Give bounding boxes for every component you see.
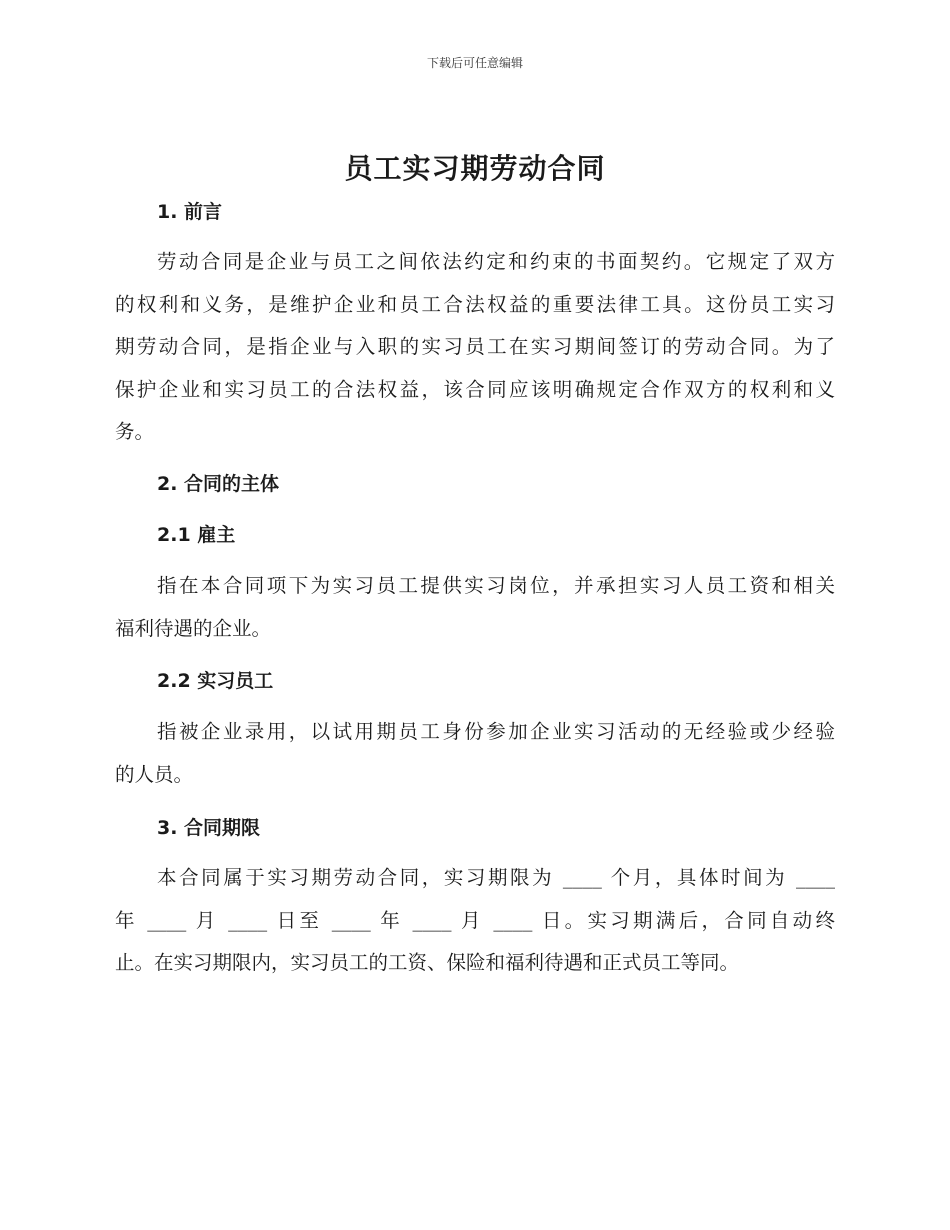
document-title: 员工实习期劳动合同 [344,152,606,185]
page-header: 下载后可任意编辑 [426,56,523,70]
text-line: 指被企业录用，以试用期员工身份参加企业实习活动的无经验或少经验 [157,720,835,743]
text-line: 的权利和义务，是维护企业和员工合法权益的重要法律工具。这份员工实习 [115,292,835,316]
text-line: 福利待遇的企业。 [115,616,272,640]
section-heading-contract-parties: 2. 合同的主体 [157,473,280,495]
text-line: 本合同属于实习期劳动合同，实习期限为 ____ 个月，具体时间为 ____ [157,866,835,889]
text-line: 务。 [115,420,155,443]
section-heading-contract-term: 3. 合同期限 [157,817,261,839]
paragraph-employer [115,565,835,650]
text-line: 保护企业和实习员工的合法权益，该合同应该明确规定合作双方的权利和义 [115,377,835,401]
text-line: 指在本合同项下为实习员工提供实习岗位，并承担实习人员工资和相关 [157,574,835,597]
paragraph-preface [115,241,835,454]
section-heading-preface: 1. 前言 [157,201,223,223]
text-line: 止。在实习期限内，实习员工的工资、保险和福利待遇和正式员工等同。 [115,951,740,974]
text-line: 的人员。 [115,762,194,786]
paragraph-contract-term [115,857,835,985]
text-line: 年 ____ 月 ____ 日至 ____ 年 ____ 月 ____ 日。实习期满后，合同自动终 [115,908,835,932]
paragraph-intern [115,711,835,796]
section-heading-intern: 2.2 实习员工 [157,670,274,692]
text-line: 劳动合同是企业与员工之间依法约定和约束的书面契约。它规定了双方 [157,250,835,273]
text-line: 期劳动合同，是指企业与入职的实习员工在实习期间签订的劳动合同。为了 [115,335,835,358]
section-heading-employer: 2.1 雇主 [157,524,236,546]
